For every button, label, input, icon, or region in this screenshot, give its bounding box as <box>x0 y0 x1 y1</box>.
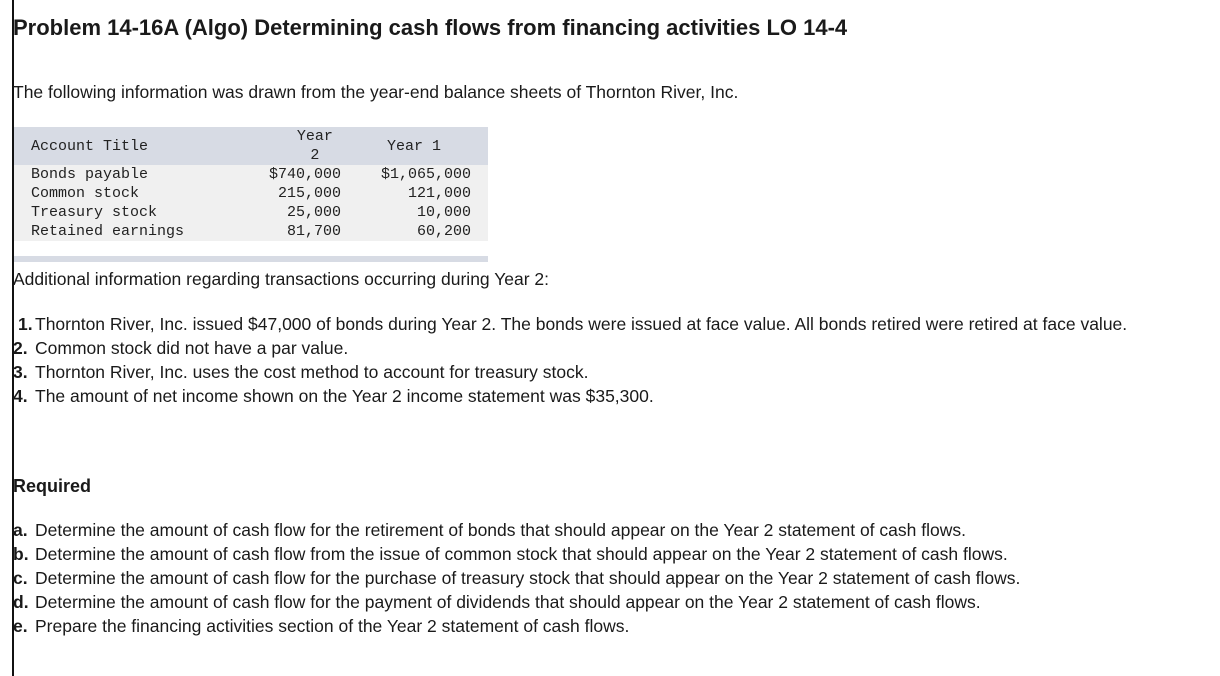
list-item <box>13 360 1203 384</box>
header-year-2: Year 2 <box>296 128 333 164</box>
header-account-title: Account Title <box>31 137 149 155</box>
header-year-1: Year 1 <box>387 137 442 155</box>
balance-sheet-table <box>14 127 488 241</box>
year-1-value: $1,065,000 <box>380 166 471 183</box>
item-number: 1. <box>18 314 33 334</box>
problem-title: Problem 14-16A (Algo) Determining cash flows from financing activities LO 14-4 <box>13 15 848 40</box>
item-letter: a. <box>13 520 28 540</box>
list-item <box>13 518 1203 542</box>
item-text: Determine the amount of cash flow for the retirement of bonds that should appear on the Year 2 statement of cash flows. <box>35 520 966 540</box>
item-text: Common stock did not have a par value. <box>35 338 349 358</box>
list-item <box>13 614 1203 638</box>
table-row-treasury-stock <box>14 203 488 222</box>
table-bottom-rule <box>14 256 488 262</box>
list-item <box>13 336 1203 360</box>
year-1-value: 60,200 <box>416 223 471 240</box>
account-name: Bonds payable <box>31 166 149 183</box>
item-text: Prepare the financing activities section of the Year 2 statement of cash flows. <box>35 616 630 636</box>
item-text: Determine the amount of cash flow from the issue of common stock that should appear on the Year 2 statement of cash flows. <box>35 544 1008 564</box>
table-row-retained-earnings <box>14 222 488 241</box>
year-1-value: 10,000 <box>416 204 471 221</box>
account-name: Common stock <box>31 185 140 202</box>
list-item <box>13 384 1203 408</box>
item-text: Determine the amount of cash flow for the purchase of treasury stock that should appear on the Year 2 statement of cash flows. <box>35 568 1021 588</box>
account-name: Treasury stock <box>31 204 158 221</box>
item-text: Thornton River, Inc. uses the cost method to account for treasury stock. <box>35 362 589 382</box>
list-item <box>13 542 1203 566</box>
balance-sheet-table-container <box>14 127 488 238</box>
year-2-value: 25,000 <box>287 204 342 221</box>
item-text: The amount of net income shown on the Year 2 income statement was $35,300. <box>35 386 654 406</box>
item-letter: c. <box>13 568 28 588</box>
item-number: 4. <box>13 386 28 406</box>
list-item <box>13 312 1203 336</box>
item-text: Determine the amount of cash flow for the payment of dividends that should appear on the Year 2 statement of cash flows. <box>35 592 981 612</box>
item-letter: d. <box>13 592 29 612</box>
intro-text: The following information was drawn from the year-end balance sheets of Thornton River, Inc. <box>13 82 739 102</box>
table-header-row <box>14 127 488 165</box>
item-letter: e. <box>13 616 28 636</box>
item-number: 2. <box>13 338 28 358</box>
required-list <box>13 518 1203 638</box>
year-1-value: 121,000 <box>407 185 471 202</box>
year-2-value: 81,700 <box>287 223 342 240</box>
required-heading: Required <box>13 476 92 496</box>
list-item <box>13 566 1203 590</box>
additional-info-list <box>13 312 1203 408</box>
account-name: Retained earnings <box>31 223 185 240</box>
item-text: Thornton River, Inc. issued $47,000 of bonds during Year 2. The bonds were issued at face value. All bonds retired were retired at face value. <box>35 314 1128 334</box>
item-number: 3. <box>13 362 28 382</box>
table-row-bonds-payable <box>14 165 488 184</box>
table-row-common-stock <box>14 184 488 203</box>
additional-info-heading: Additional information regarding transactions occurring during Year 2: <box>13 269 550 289</box>
year-2-value: $740,000 <box>269 166 342 183</box>
list-item <box>13 590 1203 614</box>
item-letter: b. <box>13 544 29 564</box>
year-2-value: 215,000 <box>278 185 342 202</box>
table-spacer <box>14 241 488 256</box>
